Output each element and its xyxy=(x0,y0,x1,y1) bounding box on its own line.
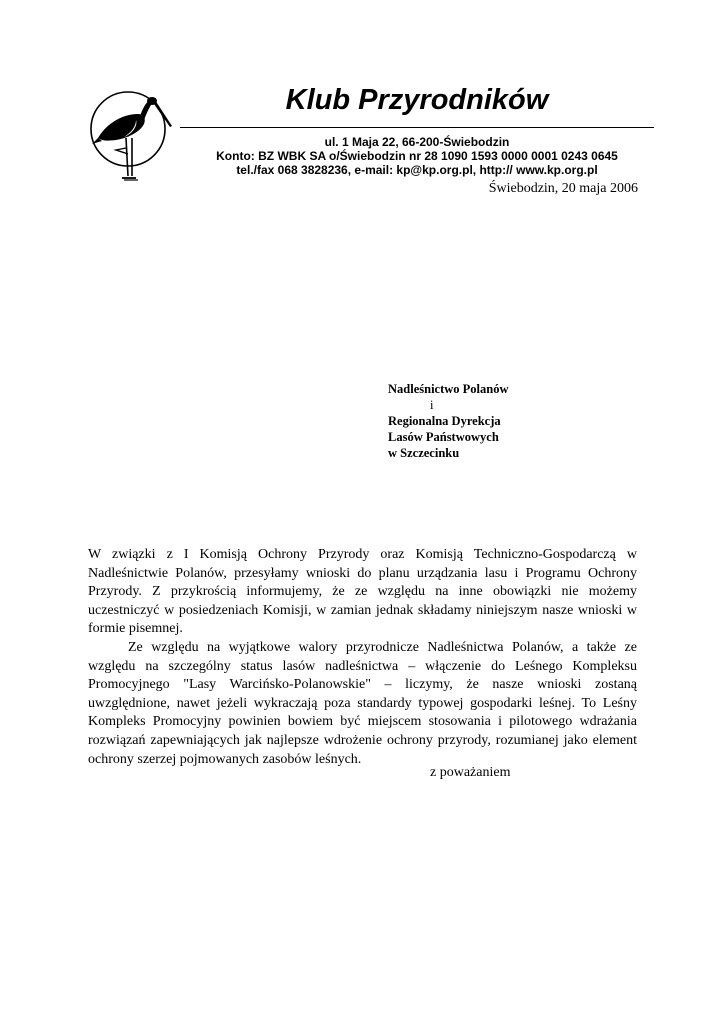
header-divider xyxy=(180,127,654,128)
recipient-line: Regionalna Dyrekcja xyxy=(388,414,501,428)
header-address: ul. 1 Maja 22, 66-200-Świebodzin xyxy=(324,135,510,149)
closing-salutation: z poważaniem xyxy=(430,765,511,780)
body-paragraph: W związki z I Komisją Ochrony Przyrody oraz Komisją Techniczno-Gospodarczą w Nadleśnictwie Polanów, przesyłamy wnioski do planu urządzania lasu i Programu Ochrony Przyrody. Z przykrością informujemy, że ze względu na inne obowiązki nie możemy uczestniczyć w posiedzeniach Komisji, w zamian jednak składamy niniejszym nasze wnioski w formie pisemnej. xyxy=(88,547,637,637)
recipient-line: Lasów Państwowych xyxy=(388,430,499,444)
stork-logo-icon xyxy=(88,86,172,184)
letter-body xyxy=(88,546,637,769)
recipient-block xyxy=(388,381,509,461)
header-bank-account: Konto: BZ WBK SA o/Świebodzin nr 28 1090 1593 0000 0001 0243 0645 xyxy=(216,149,618,163)
header-contact: tel./fax 068 3828236, e-mail: kp@kp.org.pl, http:// www.kp.org.pl xyxy=(236,163,598,177)
letter-date: Świebodzin, 20 maja 2006 xyxy=(488,181,638,196)
recipient-line: w Szczecinku xyxy=(388,446,460,460)
recipient-conjunction: i xyxy=(430,398,434,412)
organization-name: Klub Przyrodników xyxy=(285,84,549,116)
body-paragraph: Ze względu na wyjątkowe walory przyrodnicze Nadleśnictwa Polanów, a także ze względu na szczególny status lasów nadleśnictwa – włączenie do Leśnego Kompleksu Promocyjnego "Lasy Warcińsko-Polanowskie" – liczymy, że nasze wnioski zostaną uwzględnione, nawet jeżeli wykraczają poza standardy typowej gospodarki leśnej. To Leśny Kompleks Promocyjny powinien bowiem być miejscem stosowania i pilotowego wdrażania rozwiązań zapewniających jak najlepsze wdrożenie ochrony przyrody, rozumianej jako element ochrony szerzej pojmowanych zasobów leśnych. xyxy=(88,639,637,767)
recipient-line: Nadleśnictwo Polanów xyxy=(388,382,509,396)
